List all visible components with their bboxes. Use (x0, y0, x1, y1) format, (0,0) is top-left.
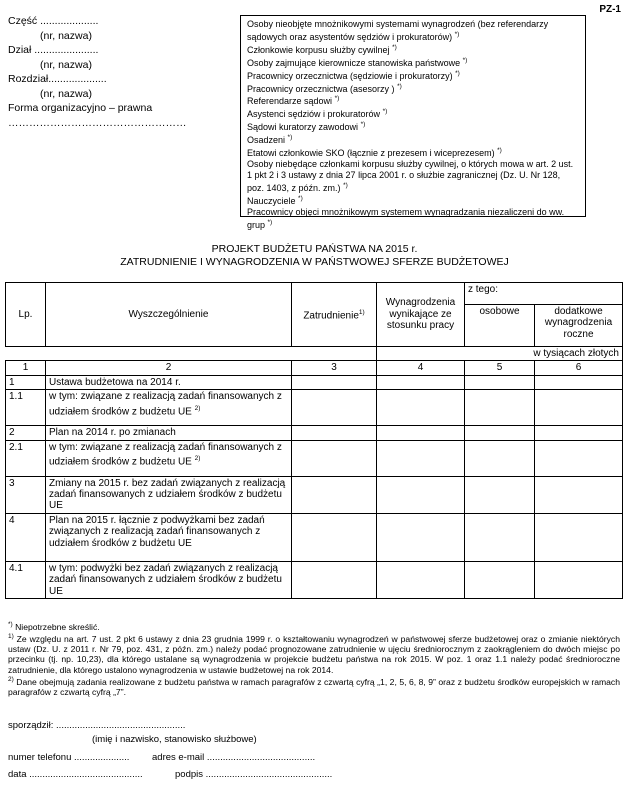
czesc-field[interactable]: Część .................... (8, 15, 99, 27)
cell-dodatkowe[interactable] (535, 375, 623, 389)
cell-dodatkowe[interactable] (535, 390, 623, 426)
category-label: Sądowi kuratorzy zawodowi (247, 122, 359, 133)
footnote-text: Ze względu na art. 7 ust. 2 pkt 6 ustawy z dnia 23 grudnia 1999 r. o kształtowaniu wynagrodzeń w państwowej sferze budżetowej oraz o zmianie niektórych ustaw (Dz. U. z 2011 r. Nr 79, poz. 431, z późn. zm.) należy podać prognozowane zatrudnienie w ujęciu średniorocznym z zaokrągleniem do dwóch miejsc po przecinku (tj. np. 10,23), dla którego ustalane są wynagrodzenia w projekcie budżetu państwa na rok 2015. W poz. 1 oraz 1.1 należy podać średnioroczne zatrudnienie, dla którego ustalono wynagrodzenia w ustawie budżetowej na rok 2014. (8, 633, 620, 675)
cell-zatrudnienie[interactable] (292, 375, 377, 389)
footnote-star: *) (334, 95, 340, 103)
column-number: 1 (6, 361, 46, 375)
footnote-star: *) (343, 181, 348, 189)
footnote-star: *) (462, 56, 468, 64)
category-item (247, 69, 579, 82)
footnote-star-item (8, 620, 620, 632)
cell-dodatkowe[interactable] (535, 440, 623, 476)
dzial-hint: (nr, nazwa) (40, 58, 92, 71)
budget-classification-block (8, 14, 187, 130)
footnote-star: *) (267, 218, 273, 226)
employee-category-box (240, 15, 586, 230)
row-text-label: w tym: podwyżki bez zadań związanych z realizacją zadań finansowanych z udziałem środków z budżetu UE (49, 562, 282, 597)
cell-dodatkowe[interactable] (535, 426, 623, 440)
category-label: Nauczyciele (247, 195, 296, 206)
category-label: Pracownicy objęci mnożnikowym systemem wynagradzania niezaliczeni do ww. grup (247, 206, 565, 230)
footnote-star: *) (287, 134, 293, 142)
row-text (46, 476, 292, 513)
table-row (6, 426, 623, 440)
cell-wynagrodzenia[interactable] (377, 476, 465, 513)
header-lp: Lp. (6, 283, 46, 347)
cell-osobowe[interactable] (465, 561, 535, 598)
row-lp: 4.1 (6, 561, 46, 598)
footnote-2-item (8, 675, 620, 697)
column-number: 3 (292, 361, 377, 375)
cell-zatrudnienie[interactable] (292, 513, 377, 561)
category-item (247, 107, 579, 120)
footnote-star: *) (454, 30, 460, 38)
header-z-tego: z tego: (465, 283, 623, 305)
footnote-star: *) (455, 69, 460, 77)
column-number-row (6, 361, 623, 375)
cell-zatrudnienie[interactable] (292, 561, 377, 598)
category-label: Asystenci sędziów i prokuratorów (247, 109, 381, 120)
czesc-hint: (nr, nazwa) (40, 29, 92, 42)
category-label: Osoby nieobjęte mnożnikowymi systemami wynagrodzeń (bez referendarzy sądowych oraz asystentów sędziów i prokuratorów) (247, 19, 549, 42)
category-item (247, 159, 579, 194)
row-text-label: w tym: związane z realizacją zadań finansowanych z udziałem środków z budżetu UE (49, 391, 282, 417)
footnote-2-ref: 2) (194, 455, 201, 463)
email-field[interactable]: adres e-mail ......................................... (152, 752, 316, 763)
row-text (46, 375, 292, 389)
row-text (46, 426, 292, 440)
row-lp: 2 (6, 426, 46, 440)
footnote-text: Dane obejmują zadania realizowane z budżetu państwa w ramach paragrafów z czwartą cyfrą „1, 2, 5, 6, 8, 9” oraz z budżetu środków europejskich w ramach paragrafów z czwartą cyfrą „7”. (8, 676, 620, 697)
row-lp: 1.1 (6, 390, 46, 426)
column-number: 5 (465, 361, 535, 375)
document-subtitle: ZATRUDNIENIE I WYNAGRODZENIA W PAŃSTWOWEJ SFERZE BUDŻETOWEJ (120, 256, 509, 268)
footnote-star: *) (298, 194, 303, 202)
category-label: Pracownicy orzecznictwa (sędziowie i prokuratorzy) (247, 70, 453, 81)
row-text-label: Plan na 2015 r. łącznie z podwyżkami bez zadań związanych z realizacją zadań finansowanych z udziałem środków z budżetu UE (49, 514, 265, 549)
row-text (46, 561, 292, 598)
row-text (46, 513, 292, 561)
footnotes (8, 620, 620, 697)
header-wynagrodzenia: Wynagrodzenia wynikające ze stosunku pracy (377, 283, 465, 347)
category-item (247, 43, 579, 56)
header-spacer (6, 347, 377, 361)
header-dodatkowe: dodatkowe wynagrodzenia roczne (535, 305, 623, 347)
footnote-text: Niepotrzebne skreślić. (15, 621, 100, 632)
forma-label: Forma organizacyjno – prawna (8, 102, 153, 114)
row-text-label: Ustawa budżetowa na 2014 r. (49, 376, 181, 388)
footnote-star: *) (382, 108, 388, 116)
footnote-mark: 2) (8, 675, 14, 683)
cell-wynagrodzenia[interactable] (377, 426, 465, 440)
footnote-mark: *) (8, 621, 13, 628)
dzial-field[interactable]: Dział ...................... (8, 44, 99, 56)
header-osobowe: osobowe (465, 305, 535, 347)
category-item (247, 120, 579, 133)
date-field[interactable]: data ........................................... (8, 769, 143, 780)
row-lp: 4 (6, 513, 46, 561)
footnote-2-ref: 2) (194, 404, 201, 412)
cell-wynagrodzenia[interactable] (377, 561, 465, 598)
forma-field[interactable]: …………………………………………… (8, 116, 187, 129)
footnote-star: *) (497, 147, 502, 155)
rozdzial-hint: (nr, nazwa) (40, 87, 92, 100)
rozdzial-field[interactable]: Rozdział.................... (8, 73, 107, 85)
form-code: PZ-1 (599, 4, 621, 15)
cell-osobowe[interactable] (465, 375, 535, 389)
category-label: Osoby zajmujące kierownicze stanowiska państwowe (247, 57, 461, 68)
cell-dodatkowe[interactable] (535, 561, 623, 598)
category-item (247, 194, 579, 207)
category-label: Etatowi członkowie SKO (łącznie z prezesem i wiceprezesem) (247, 148, 495, 159)
row-text-label: Plan na 2014 r. po zmianach (49, 427, 176, 439)
cell-wynagrodzenia[interactable] (377, 513, 465, 561)
category-item (247, 19, 579, 43)
row-text (46, 390, 292, 426)
category-label: Członkowie korpusu służby cywilnej (247, 44, 390, 55)
cell-zatrudnienie[interactable] (292, 476, 377, 513)
document-title: PROJEKT BUDŻETU PAŃSTWA NA 2015 r. (211, 243, 418, 255)
category-label: Referendarze sądowi (247, 96, 333, 107)
category-label: Osadzeni (247, 135, 286, 146)
cell-dodatkowe[interactable] (535, 513, 623, 561)
footnote-1-ref: 1) (358, 309, 365, 317)
category-item (247, 82, 579, 95)
phone-field[interactable]: numer telefonu ..................... (8, 752, 130, 763)
footnote-1-item (8, 632, 620, 675)
cell-dodatkowe[interactable] (535, 476, 623, 513)
cell-zatrudnienie[interactable] (292, 426, 377, 440)
footnote-star: *) (392, 43, 397, 51)
header-unit: w tysiącach złotych (377, 347, 623, 361)
table-row (6, 390, 623, 426)
row-text-label: Zmiany na 2015 r. bez zadań związanych z realizacją zadań finansowanych z udziałem środków z budżetu UE (49, 477, 286, 512)
category-item (247, 133, 579, 146)
table-row (6, 375, 623, 389)
cell-osobowe[interactable] (465, 440, 535, 476)
category-item (247, 94, 579, 107)
table-row (6, 476, 623, 513)
cell-zatrudnienie[interactable] (292, 440, 377, 476)
row-lp: 3 (6, 476, 46, 513)
footnote-star: *) (360, 121, 366, 129)
footnote-mark: 1) (8, 633, 14, 641)
cell-wynagrodzenia[interactable] (377, 390, 465, 426)
category-label: Pracownicy orzecznictwa (asesorzy ) (247, 83, 395, 94)
row-lp: 1 (6, 375, 46, 389)
header-zatrudnienie (292, 283, 377, 347)
footnote-star: *) (397, 82, 402, 90)
column-number: 2 (46, 361, 292, 375)
category-label: Osoby niebędące członkami korpusu służby cywilnej, o których mowa w art. 2 ust. 1 pkt 2 i 3 ustawy z dnia 27 lipca 2001 r. o służbie zagranicznej (Dz. U. Nr 128, poz. 1403, z późn. zm.) (247, 158, 574, 193)
employment-table (5, 282, 623, 599)
table-header-row (6, 283, 623, 305)
table-row (6, 440, 623, 476)
cell-osobowe[interactable] (465, 426, 535, 440)
prepared-by-field[interactable]: sporządził: ................................................. (8, 720, 186, 731)
row-text (46, 440, 292, 476)
category-item (247, 207, 579, 231)
row-lp: 2.1 (6, 440, 46, 476)
table-header-row (6, 347, 623, 361)
prepared-by-hint: (imię i nazwisko, stanowisko służbowe) (92, 734, 257, 745)
cell-osobowe[interactable] (465, 390, 535, 426)
cell-osobowe[interactable] (465, 513, 535, 561)
cell-osobowe[interactable] (465, 476, 535, 513)
header-wyszczegolnienie: Wyszczególnienie (46, 283, 292, 347)
table-row (6, 561, 623, 598)
header-zatrudnienie-label: Zatrudnienie (303, 310, 359, 322)
category-item (247, 146, 579, 159)
cell-wynagrodzenia[interactable] (377, 440, 465, 476)
cell-wynagrodzenia[interactable] (377, 375, 465, 389)
column-number: 4 (377, 361, 465, 375)
cell-zatrudnienie[interactable] (292, 390, 377, 426)
category-item (247, 56, 579, 69)
column-number: 6 (535, 361, 623, 375)
table-row (6, 513, 623, 561)
row-text-label: w tym: związane z realizacją zadań finansowanych z udziałem środków z budżetu UE (49, 441, 282, 468)
signature-field[interactable]: podpis ................................................ (175, 769, 333, 780)
